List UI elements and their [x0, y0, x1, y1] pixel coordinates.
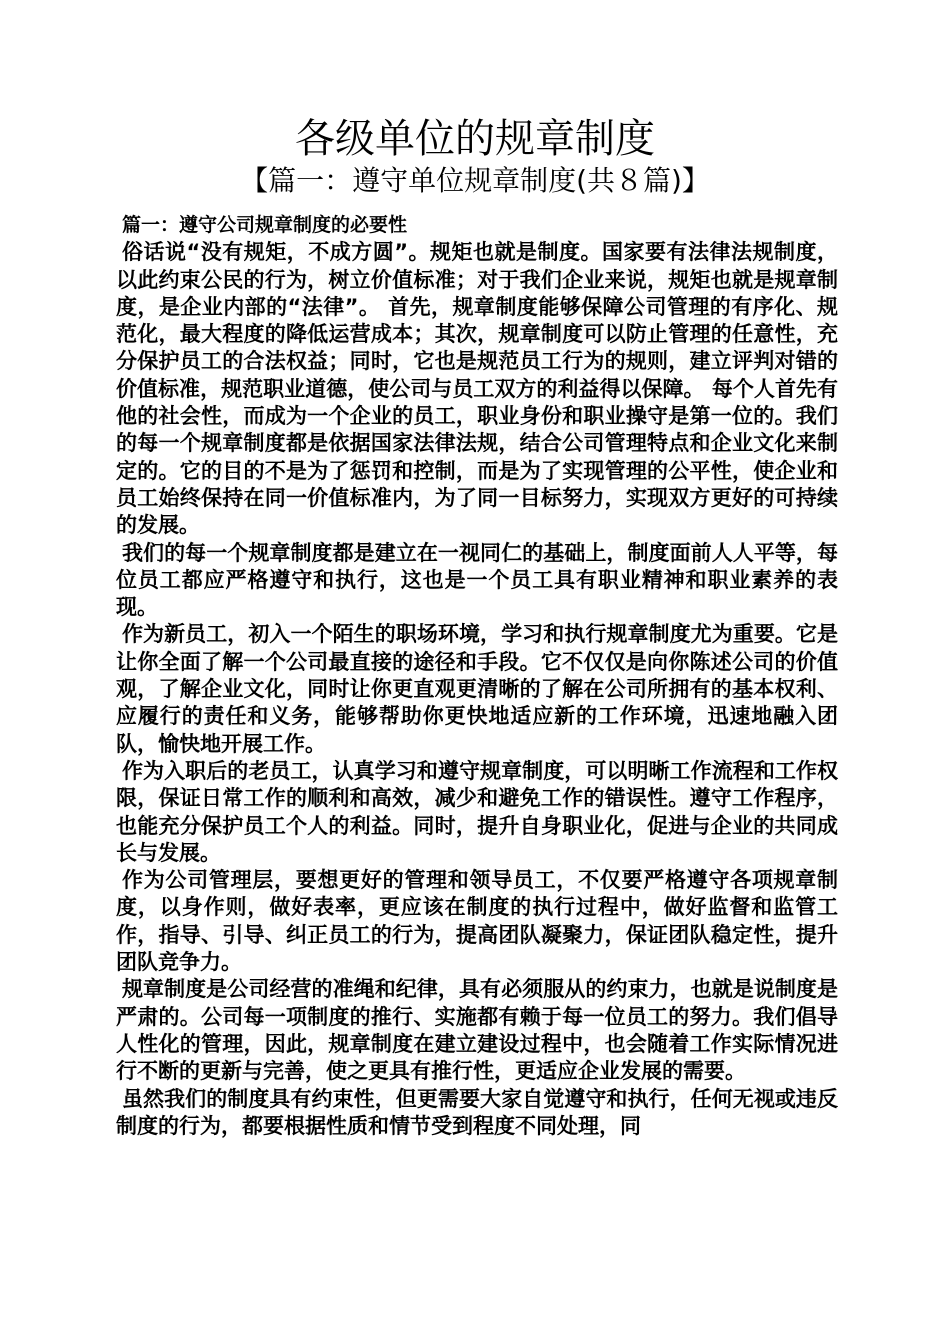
paragraph: 规章制度是公司经营的准绳和纪律，具有必须服从的约束力，也就是说制度是严肃的。公司每一项制度的推行、实施都有赖于每一位员工的努力。我们倡导人性化的管理，因此，规章制度在建立建设过程中，也会随着工作实际情况进行不断的更新与完善，使之更具有推行性，更适应企业发展的需要。 [116, 977, 838, 1084]
paragraph: 虽然我们的制度具有约束性，但更需要大家自觉遵守和执行，任何无视或违反制度的行为，都要根据性质和情节受到程度不同处理，同 [116, 1086, 838, 1138]
paragraph: 作为公司管理层，要想更好的管理和领导员工，不仅要严格遵守各项规章制度，以身作则，做好表率，更应该在制度的执行过程中，做好监督和监管工作，指导、引导、纠正员工的行为，提高团队凝聚力，保证团队稳定性，提升团队竞争力。 [116, 868, 838, 975]
document-subtitle: 【篇一：遵守单位规章制度(共８篇)】 [240, 164, 710, 197]
paragraph: 俗话说“没有规矩，不成方圆”。规矩也就是制度。国家要有法律法规制度，以此约束公民的行为，树立价值标准；对于我们企业来说，规矩也就是规章制度，是企业内部的“法律”。 首先，规章制度能够保障公司管理的有序化、规范化，最大程度的降低运营成本；其次，规章制度可以防止管理的任意性，充分保护员工的合法权益；同时，它也是规范员工行为的规则，建立评判对错的价值标准，规范职业道德，使公司与员工双方的利益得以保障。 每个人首先有他的社会性，而成为一个企业的员工，职业身份和职业操守是第一位的。我们的每一个规章制度都是依据国家法律法规，结合公司管理特点和企业文化来制定的。它的目的不是为了惩罚和控制，而是为了实现管理的公平性，使企业和员工始终保持在同一价值标准内，为了同一目标努力，实现双方更好的可持续的发展。 [116, 240, 838, 538]
document-title: 各级单位的规章制度 [295, 116, 655, 162]
section-heading: 篇一：遵守公司规章制度的必要性 [122, 214, 408, 236]
paragraph: 作为新员工，初入一个陌生的职场环境，学习和执行规章制度尤为重要。它是让你全面了解一个公司最直接的途径和手段。它不仅仅是向你陈述公司的价值观，了解企业文化，同时让你更直观更清晰的了解在公司所拥有的基本权利、应履行的责任和义务，能够帮助你更快地适应新的工作环境，迅速地融入团队，愉快地开展工作。 [116, 622, 838, 756]
paragraph: 我们的每一个规章制度都是建立在一视同仁的基础上，制度面前人人平等，每位员工都应严格遵守和执行，这也是一个员工具有职业精神和职业素养的表现。 [116, 540, 838, 620]
paragraph: 作为入职后的老员工，认真学习和遵守规章制度，可以明晰工作流程和工作权限，保证日常工作的顺利和高效，减少和避免工作的错误性。遵守工作程序，也能充分保护员工个人的利益。同时，提升自身职业化，促进与企业的共同成长与发展。 [116, 758, 838, 865]
document-body [116, 212, 838, 1140]
